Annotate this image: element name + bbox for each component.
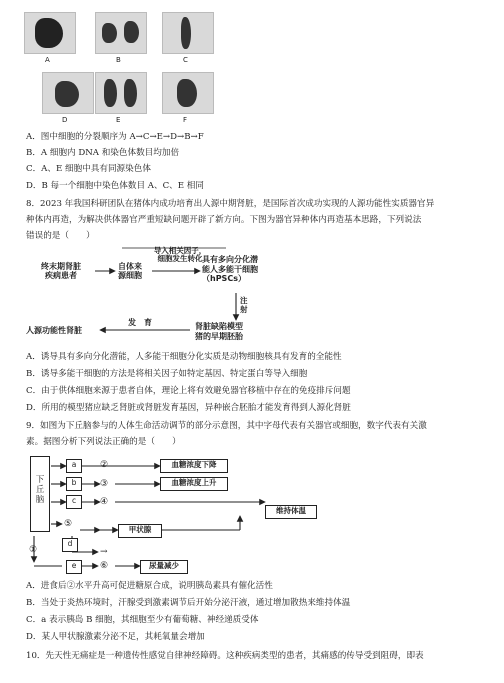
q8-develop-label: 发 育 xyxy=(128,318,152,327)
q8-option-d: D．所用的模型猪应缺乏肾脏或肾脏发育基因，异种嵌合胚胎才能发育得到人源化肾脏 xyxy=(26,403,351,413)
q7-option-d: D．B 每一个细胞中染色体数目 A、C、E 相同 xyxy=(26,181,204,191)
q8-inject-label: 注 射 xyxy=(240,296,248,314)
q8-somatic-cells: 自体来 源细胞 xyxy=(118,262,142,281)
q9-box-a: a xyxy=(66,459,82,473)
q9-box-b: b xyxy=(66,477,82,491)
q9-hormone-1: ① xyxy=(29,545,38,555)
q10-stem-line1: 10．先天性无痛症是一种遗传性感觉自律神经障碍。这种疾病类型的患者，其痛感的传导受到阻碍，即表 xyxy=(26,651,424,661)
q9-stem-line2: 素。据图分析下列说法正确的是（ ） xyxy=(26,437,181,447)
q9-option-d: D．某人甲状腺激素分泌不足，其耗氧量会增加 xyxy=(26,632,205,642)
q8-option-b: B．诱导多能干细胞的方法是将相关因子如特定基因、特定蛋白等导入细胞 xyxy=(26,369,308,379)
q9-hypothalamus: 下 丘 脑 xyxy=(30,456,50,532)
q7-option-c: C．A、E 细胞中具有同源染色体 xyxy=(26,164,151,174)
q8-human-kidney: 人源功能性肾脏 xyxy=(26,326,82,335)
q9-hormone-5: ⑤ xyxy=(64,519,73,529)
q9-box-d: d xyxy=(62,538,78,552)
q8-factor-label: 导入相关因子， 细胞发生转化 xyxy=(153,246,207,264)
q9-box-e: e xyxy=(66,560,82,574)
q8-pig-embryo: 肾脏缺陷模型 猪的早期胚胎 xyxy=(195,322,243,341)
q9-blood-sugar-down: 血糖浓度下降 xyxy=(160,459,228,473)
q9-hormone-4: ④ xyxy=(100,497,109,507)
figure-label-f: F xyxy=(183,116,188,124)
q9-blood-sugar-up: 血糖浓度上升 xyxy=(160,477,228,491)
q8-option-a: A．诱导具有多向分化潜能，人多能干细胞分化实质是动物细胞核具有发育的全能性 xyxy=(26,352,342,362)
figure-label-b: B xyxy=(116,56,121,64)
q9-option-b: B．当处于炎热环境时，汗腺受到激素调节后开始分泌汗液，通过增加散热来维持体温 xyxy=(26,598,351,608)
q8-stem-line2: 种体内再造，为解决供体器官严重短缺问题开辟了新方向。下图为器官异种体内再造基本思路，下列说法 xyxy=(26,215,422,225)
q8-stem-line3: 错误的是（ ） xyxy=(26,231,95,241)
figure-label-d: D xyxy=(62,116,68,124)
figure-label-c: C xyxy=(183,56,188,64)
q9-option-a: A．进食后②水平升高可促进糖原合成，说明胰岛素具有催化活性 xyxy=(26,581,273,591)
q9-box-c: c xyxy=(66,495,82,509)
q8-hpscs: 具有多向分化潜 能人多能干细胞 （hPSCs） xyxy=(202,255,258,284)
q9-hormone-6-d: → xyxy=(100,547,108,557)
q7-option-b: B．A 细胞内 DNA 和染色体数目均加倍 xyxy=(26,148,180,158)
q8-patient: 终末期肾脏 疾病患者 xyxy=(41,262,81,281)
q9-maintain-temp: 维持体温 xyxy=(265,505,317,519)
q8-stem-line1: 8．2023 年我国科研团队在猪体内成功培育出人源中期肾脏，是国际首次成功实现的人源功能性实质器官异 xyxy=(26,199,435,209)
figure-label-a: A xyxy=(45,56,50,64)
q9-hormone-3: ③ xyxy=(100,479,109,489)
q7-option-a: A．图中细胞的分裂顺序为 A→C→E→D→B→F xyxy=(26,132,204,142)
q8-option-c: C．由于供体细胞来源于患者自体，理论上将有效避免器官移植中存在的免疫排斥问题 xyxy=(26,386,351,396)
q9-less-urine: 尿量减少 xyxy=(140,560,188,574)
q9-hormone-2: ② xyxy=(100,460,109,470)
q9-hormone-6: ⑥ xyxy=(100,561,109,571)
figure-label-e: E xyxy=(116,116,121,124)
q9-option-c: C．a 表示胰岛 B 细胞，其细胞至少有葡萄糖、神经递质受体 xyxy=(26,615,259,625)
q9-stem-line1: 9．如图为下丘脑参与的人体生命活动调节的部分示意图，其中字母代表有关器官或细胞，数字代表有关激 xyxy=(26,421,427,431)
q9-thyroid: 甲状腺 xyxy=(118,524,162,538)
